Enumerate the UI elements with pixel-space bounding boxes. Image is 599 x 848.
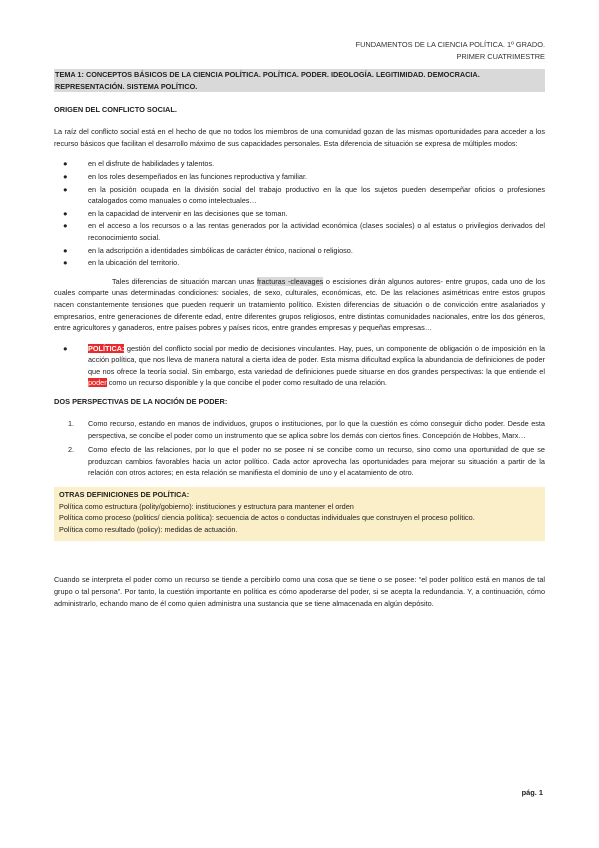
- highlight-politica: POLÍTICA:: [88, 343, 125, 353]
- list-item: ● en los roles desempeñados en las funciones reproductiva y familiar.: [63, 171, 308, 181]
- power-perspectives-list: [54, 418, 545, 479]
- header-course: FUNDAMENTOS DE LA CIENCIA POLÍTICA. 1º GRADO.: [355, 40, 545, 49]
- list-item: ● en el disfrute de habilidades y talentos.: [63, 159, 215, 169]
- list-item: ● en el acceso a los recursos o a las rentas generados por la actividad económica (clases sociales) o al estatus o privilegios derivados del reconocimiento social.: [63, 221, 545, 242]
- bullet-icon: ●: [63, 221, 68, 231]
- bullet-icon: ●: [63, 258, 68, 268]
- section-heading-power: DOS PERSPECTIVAS DE LA NOCIÓN DE PODER:: [54, 397, 228, 407]
- definition-line: Política como proceso (politics/ ciencia política): secuencia de actos o conductas individuales que construyen el proceso político.: [59, 513, 475, 523]
- politica-definition-list: [54, 343, 545, 389]
- list-item: ● en la posición ocupada en la división social del trabajo productivo en la que los sujetos pueden desempeñar oficios o profesiones catalogados como manuales o como intelectuales…: [63, 184, 545, 206]
- list-item: ● POLÍTICA: gestión del conflicto social por medio de decisiones vinculantes. Hay, pues, un componente de obligación o de imposición en la acción política, que nos lleva de manera natural a cierta idea de poder. Esta misma dificultad explica la abundancia de definiciones de poder que nos ofrece la teoría social. Sin embargo, esta variedad de definiciones puede situarse en dos grandes perspectivas: la que entiende el poder como un recurso disponible y la que concibe el poder como resultado de una relación.: [63, 343, 545, 388]
- bullet-icon: ●: [63, 159, 68, 169]
- highlight-poder: poder: [88, 378, 107, 388]
- cleavages-paragraph: Tales diferencias de situación marcan unas fracturas -cleavages o escisiones dirán algunos autores- entre grupos, cada uno de los cuales comparte unas determinadas condiciones: sociales, de sexo, culturales, económicas, etc. De las relaciones asimétricas entre estos grupos nacen constantemente tensiones que pueden requerir un tratamiento político. Existen diferencias de situación o de convicción entre asalariados y empresarios, entre generaciones de diferente edad, entre diferentes grupos religiosos, entre distintas comunidades nacionales, entre los dos géneros, entre agricultores y ganaderos, entre países pobres y países ricos, entre grandes empresas y pequeñas empresas…: [54, 276, 545, 333]
- bullet-icon: ●: [63, 171, 68, 181]
- page-number: pág. 1: [521, 788, 543, 797]
- bullet-icon: ●: [63, 184, 68, 194]
- closing-paragraph: Cuando se interpreta el poder como un recurso se tiende a percibirlo como una cosa que se tiene o se posee: “el poder político está en manos de tal grupo o tal persona”. Por tanto, la cuestión importante en política es cómo apoderarse del poder, si se acepta la redundancia. Y, a continuación, cómo administrarlo, echando mano de él como quien administra una sustancia que se tiene almacenada en algún depósito.: [54, 575, 545, 608]
- list-item: 2. Como efecto de las relaciones, por lo que el poder no se posee ni se concibe como un recurso, sino como una oportunidad de que se produzcan cambios favorables hacia un actor político. Cada actor aprovecha las oportunidades para mejorar su situación a partir de la relación con otros actores; en esta relación se manifiesta el dominio de uno y el acatamiento de otro.: [68, 445, 545, 478]
- header-term: PRIMER CUATRIMESTRE: [456, 52, 545, 61]
- list-item: ● en la capacidad de intervenir en las decisiones que se toman.: [63, 208, 288, 218]
- bullet-icon: ●: [63, 208, 68, 218]
- section-heading-origin: ORIGEN DEL CONFLICTO SOCIAL.: [54, 105, 177, 115]
- definition-line: Política como resultado (policy): medidas de actuación.: [59, 524, 238, 534]
- running-header: [356, 39, 545, 63]
- list-item: ● en la adscripción a identidades simbólicas de carácter étnico, nacional o religioso.: [63, 245, 353, 255]
- list-item: ● en la ubicación del territorio.: [63, 258, 180, 268]
- page-content: [54, 69, 545, 618]
- bullet-icon: ●: [63, 245, 68, 255]
- definitions-heading: OTRAS DEFINICIONES DE POLÍTICA:: [59, 490, 190, 500]
- definitions-callout: [54, 487, 545, 541]
- bullet-icon: ●: [63, 343, 68, 353]
- situation-bullet-list: [54, 158, 545, 268]
- highlight-cleavages: fracturas -cleavages: [257, 276, 324, 286]
- definition-line: Política como estructura (polity/gobierno): instituciones y estructura para mantener el orden: [59, 501, 354, 511]
- list-item: 1. Como recurso, estando en manos de individuos, grupos o instituciones, por lo que la cuestión es cómo conseguir dicho poder. Desde esta perspectiva, se concibe el poder como un instrumento que se aplica sobre los demás con ciertos fines. Concepción de Hobbes, Marx…: [68, 419, 545, 440]
- topic-title: TEMA 1: CONCEPTOS BÁSICOS DE LA CIENCIA POLÍTICA. POLÍTICA. PODER. IDEOLOGÍA. LEGITIMIDAD. DEMOCRACIA. REPRESENTACIÓN. SISTEMA POLÍTICO.: [54, 69, 545, 92]
- intro-paragraph: La raíz del conflicto social está en el hecho de que no todos los miembros de una comunidad gozan de las mismas oportunidades para acceder a los recurso básicos que facilitan el desarrollo máximo de sus capacidades personales. Esta diferencia de situación se expresa de múltiples modos:: [54, 127, 545, 148]
